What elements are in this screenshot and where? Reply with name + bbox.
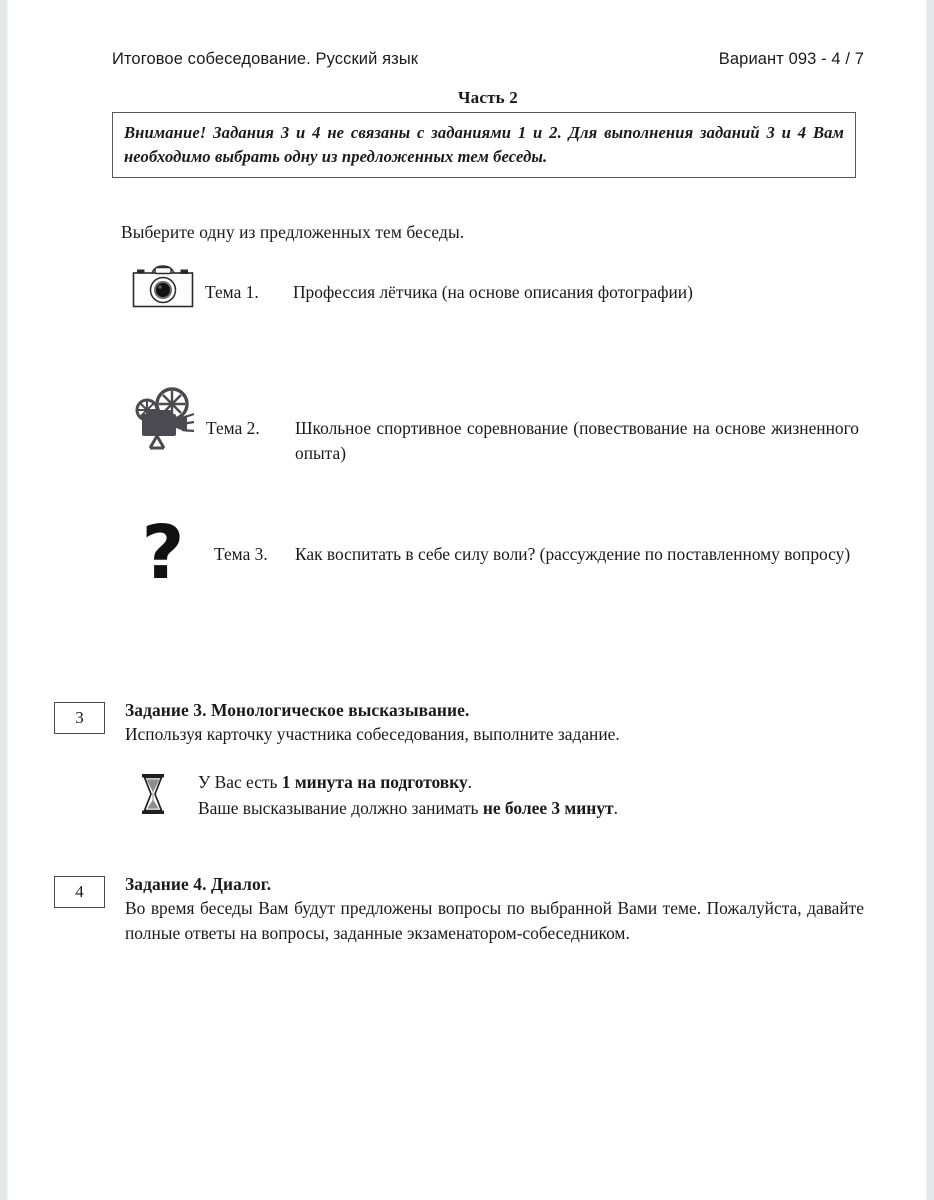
themes-list [121,258,859,640]
task-title-4: Задание 4. Диалог. [125,874,272,894]
running-head-left: Итоговое собеседование. Русский язык [112,50,419,68]
timing-line-1-suffix: . [467,772,473,793]
theme-item-2[interactable] [121,378,859,520]
theme-text-3: Как воспитать в себе силу воли? (рассуждение по поставленному вопросу) [295,544,851,564]
timing-line-2-prefix: Ваше высказывание должно занимать [198,798,483,819]
task-instruction-3: Используя карточку участника собеседования, выполните задание. [125,724,620,744]
hourglass-icon [140,769,198,815]
task-paragraph-4: Во время беседы Вам будут предложены вопросы по выбранной Вами теме. Пожалуйста, давайте полные ответы на вопросы, заданные экзаменатором-собеседником. [125,898,864,944]
timing-line-1-prefix: У Вас есть [198,772,282,793]
running-head-right: Вариант 093 - 4 / 7 [718,50,864,68]
task-number-box-3: 3 [54,702,105,734]
attention-box [112,112,856,178]
timing-line-2 [198,795,864,821]
attention-text: Внимание! Задания 3 и 4 не связаны с заданиями 1 и 2. Для выполнения заданий 3 и 4 Вам необходимо выбрать одну из предложенных тем беседы. [124,123,844,166]
theme-label-2: Тема 2. [206,418,260,438]
task-number-box-4: 4 [54,876,105,908]
film-projector-icon [121,378,205,450]
timing-line-2-suffix: . [613,798,618,819]
theme-text-1: Профессия лётчика (на основе описания фотографии) [293,282,693,302]
document-page [8,0,926,1200]
theme-label-3: Тема 3. [214,544,268,564]
theme-item-3[interactable] [121,510,859,640]
camera-icon [121,258,205,308]
part-heading: Часть 2 [457,88,518,107]
question-mark-glyph: ? [141,510,185,596]
question-mark-icon [121,510,205,596]
timing-line-2-bold: не более 3 минут [482,798,614,819]
task-3 [54,700,864,821]
task-4 [54,874,864,946]
timing-line-1 [198,769,864,795]
theme-text-2: Школьное спортивное соревнование (повествование на основе жизненного опыта) [295,418,859,464]
theme-label-1: Тема 1. [205,282,259,302]
choose-theme-instruction: Выберите одну из предложенных тем беседы. [121,222,465,242]
theme-item-1[interactable] [121,258,859,378]
timing-line-1-bold: 1 минута на подготовку [281,772,468,793]
running-head [112,50,864,69]
task-title-3: Задание 3. Монологическое высказывание. [125,700,470,720]
timing-block-3 [140,769,864,821]
